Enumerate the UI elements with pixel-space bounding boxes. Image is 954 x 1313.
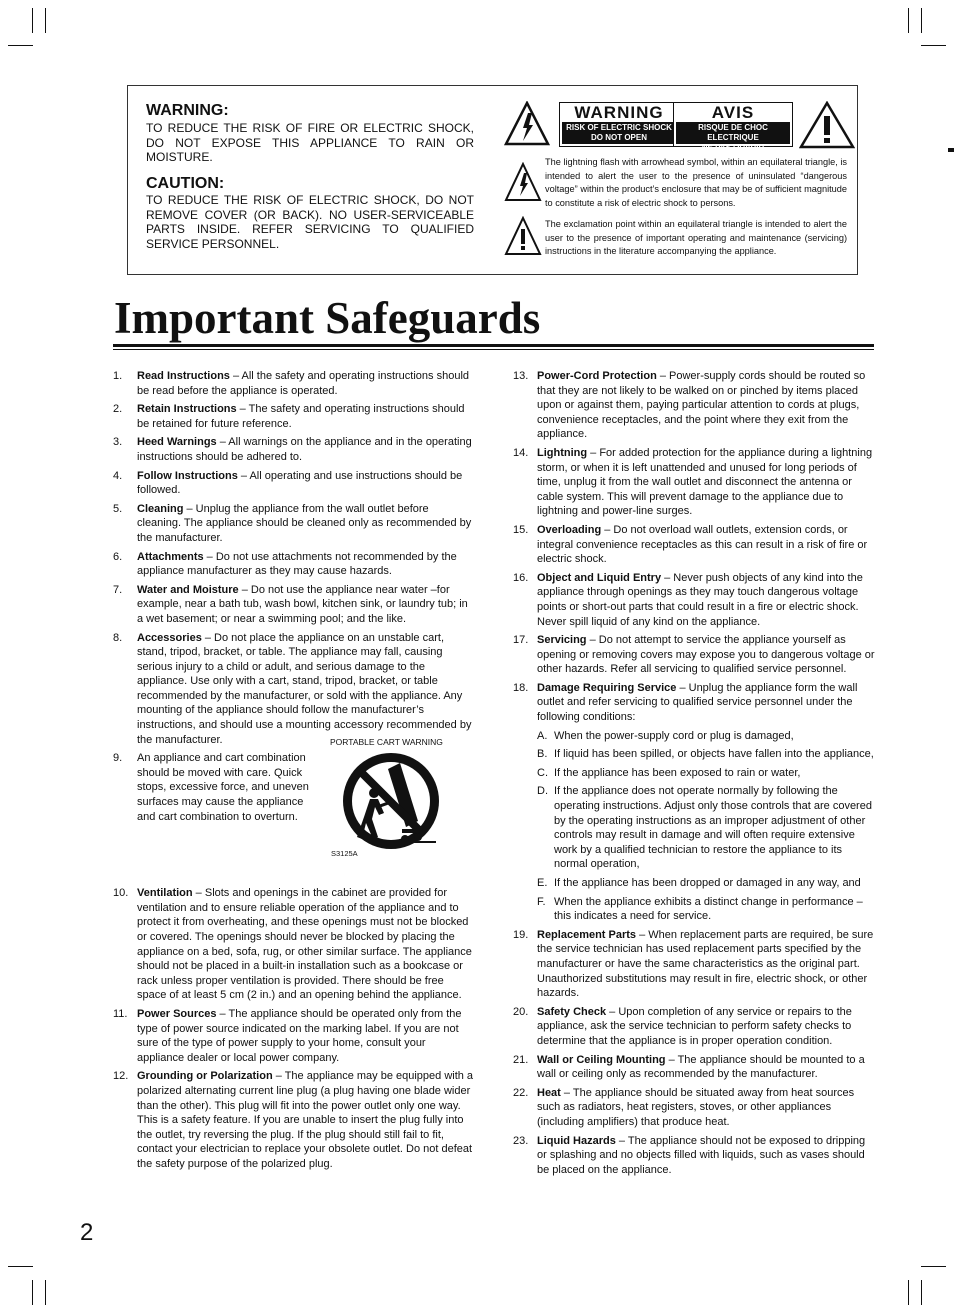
item-description: – When replacement parts are required, be sure the service technician has used replacement parts specified by the manufacturer or have the same characteristics as the original part. Unauthorized substitutions may result in fire, electric shock, or other hazards. — [537, 928, 874, 1000]
crop-mark — [921, 45, 946, 46]
item-number: 20. — [513, 1005, 529, 1018]
item-number: 14. — [513, 446, 529, 459]
service-condition — [513, 876, 875, 891]
crop-mark — [921, 1266, 946, 1267]
item-description: – The appliance should be operated only from the type of power source indicated on the marking label. If you are not sure of the type of power supply to your home, consult your appliance dealer or local power company. — [137, 1007, 462, 1064]
safeguard-item — [113, 469, 475, 498]
item-description: – Do not overload wall outlets, extension cords, or integral convenience receptacles as this can result in a risk of fire or electric shock. — [537, 523, 868, 566]
item-title: Follow Instructions — [137, 469, 238, 482]
item-description: – Do not use attachments not recommended by the appliance manufacturer as they may cause hazards. — [137, 550, 457, 578]
item-title: Power Sources — [137, 1007, 217, 1020]
item-title: Heat — [537, 1086, 561, 1099]
item-title: Grounding or Polarization — [137, 1070, 273, 1083]
item-description: – The appliance should be situated away from heat sources such as radiators, heat registers, stoves, or other appliances (including amplifiers) that produce heat. — [537, 1086, 855, 1128]
item-number: 11. — [113, 1007, 128, 1020]
item-number: 21. — [513, 1053, 529, 1066]
item-description: – Slots and openings in the cabinet are provided for ventilation and to ensure reliable operation of the appliance and to protect it from overheating, and these openings must not be blocked or covered. The openings should never be blocked by placing the appliance on a bed, sofa, rug, or other similar surface. The appliance should not be placed in a built-in installation such as a bookcase or rack unless proper ventilation is provided. There should be free space of at least 5 cm (2 in.) and an opening behind the appliance. — [137, 887, 472, 1002]
item-title: Damage Requiring Service — [537, 681, 677, 694]
item-title: Overloading — [537, 523, 602, 536]
safeguard-item — [513, 633, 875, 677]
item-title: Object and Liquid Entry — [537, 571, 662, 584]
item-title: Accessories — [137, 631, 202, 644]
condition-text: If the appliance does not operate normally by following the operating instructions. Adjust only those controls that are covered by the operating instructions as an improper adjustment of other controls may result in damage and will often require extensive work by a qualified technician to restore the appliance to its normal operation, — [554, 785, 872, 871]
warning-label-subtitle — [562, 122, 676, 144]
item-description: – All the safety and operating instructions should be read before the appliance is operated. — [137, 370, 470, 397]
safeguard-item — [513, 1053, 875, 1082]
safeguard-item — [513, 681, 875, 725]
caution-text: TO REDUCE THE RISK OF ELECTRIC SHOCK, DO NOT REMOVE COVER (OR BACK). NO USER-SERVICEABLE PARTS INSIDE. REFER SERVICING TO QUALIFIED SERVICE PERSONNEL. — [146, 193, 474, 251]
item-number: 5. — [113, 502, 123, 515]
safeguard-item — [113, 502, 475, 546]
item-description: – For added protection for the appliance during a lightning storm, or when it is left unattended and unused for long periods of time, unplug it from the wall outlet and disconnect the antenna or cable system. This will prevent damage to the appliance due to lightning and power-line surges. — [537, 446, 873, 518]
item-title: Cleaning — [137, 502, 184, 515]
condition-letter: D. — [537, 785, 548, 798]
item-description: – Do not place the appliance on an unstable cart, stand, tripod, bracket, or table. The appliance may fall, causing serious injury to a child or adult, and serious damage to the appliance. Use only with a cart, stand, tripod, bracket, or table recommended by the manufacturer, or sold with the appliance. Any mounting of the appliance should follow the manufacturer’s instructions, and should use a mounting accessory recommended by the manufacturer. — [137, 631, 472, 746]
lightning-triangle-small-icon — [504, 162, 542, 202]
item-title: Read Instructions — [137, 370, 230, 382]
exclamation-triangle-icon — [799, 101, 855, 149]
item-number: 8. — [113, 631, 123, 644]
condition-letter: F. — [537, 895, 546, 908]
crop-mark — [921, 1280, 922, 1305]
item-title: Wall or Ceiling Mounting — [537, 1053, 666, 1066]
item-title: Ventilation — [137, 887, 193, 900]
item-number: 16. — [513, 571, 529, 584]
warning-label-line1: RISK OF ELECTRIC SHOCK — [566, 123, 672, 132]
item-description: An appliance and cart combination should be moved with care. Quick stops, excessive force, and uneven surfaces may cause the appliance and cart combination to overturn. — [137, 752, 309, 823]
item-title: Heed Warnings — [137, 436, 217, 449]
condition-text: When the power-supply cord or plug is damaged, — [554, 729, 794, 742]
safeguard-item — [113, 583, 475, 627]
right-column — [513, 369, 875, 1181]
safeguard-item — [113, 631, 475, 748]
item-description: – The appliance should not be exposed to dripping or splashing and no objects filled with liquids, such as vases should be placed on the appliance. — [537, 1134, 866, 1176]
safeguard-item — [113, 1069, 475, 1171]
item-title: Servicing — [537, 634, 587, 647]
condition-text: If liquid has been spilled, or objects have fallen into the appliance, — [554, 748, 874, 761]
service-condition — [513, 747, 875, 762]
condition-letter: E. — [537, 877, 548, 889]
item-number: 4. — [113, 469, 123, 482]
lightning-explanation: The lightning flash with arrowhead symbol, within an equilateral triangle, is intended to alert the user to the presence of uninsulated “dangerous voltage” within the product’s enclosure that may be of sufficient magnitude to constitute a risk of electric shock to persons. — [545, 157, 847, 208]
item-title: Replacement Parts — [537, 928, 637, 941]
item-title: Power-Cord Protection — [537, 370, 657, 382]
warning-box — [127, 85, 858, 275]
warning-label-title: WARNING — [574, 103, 664, 122]
item-number: 15. — [513, 523, 529, 536]
safeguard-item — [513, 1134, 875, 1178]
avis-label-title: AVIS — [711, 103, 755, 122]
condition-letter: B. — [537, 748, 548, 761]
item-description: – Unplug the appliance form the wall outlet and refer servicing to qualified service personnel under the following conditions: — [537, 681, 858, 724]
item-number: 13. — [513, 370, 529, 382]
safeguard-item — [113, 369, 475, 398]
condition-text: If the appliance has been exposed to rain or water, — [554, 766, 801, 779]
crop-mark — [8, 45, 33, 46]
crop-mark — [908, 1280, 909, 1305]
item-description: – All operating and use instructions should be followed. — [137, 469, 463, 497]
item-number: 17. — [513, 634, 529, 647]
item-title: Retain Instructions — [137, 403, 237, 416]
avis-label — [673, 102, 793, 152]
item-title: Attachments — [137, 550, 204, 563]
item-description: – Never push objects of any kind into the appliance through openings as they may touch dangerous voltage points or short-out parts that could result in a fire or electric shock. Never spill liquid of any kind on the appliance. — [537, 571, 863, 628]
item-number: 23. — [513, 1134, 529, 1147]
lightning-triangle-icon — [504, 101, 550, 146]
condition-letter: A. — [537, 729, 548, 742]
item-number: 7. — [113, 583, 123, 596]
crop-mark — [921, 8, 922, 33]
item-number: 18. — [513, 681, 529, 694]
safeguard-item — [513, 928, 875, 1001]
page-number: 2 — [80, 1219, 94, 1246]
exclamation-explanation: The exclamation point within an equilateral triangle is intended to alert the user to the presence of important operating and maintenance (servicing) instructions in the literature accompanying the appliance. — [545, 219, 847, 256]
item-description: – The appliance should be mounted to a wall or ceiling only as recommended by the manufacturer. — [537, 1053, 865, 1081]
warning-text: TO REDUCE THE RISK OF FIRE OR ELECTRIC SHOCK, DO NOT EXPOSE THIS APPLIANCE TO RAIN OR MOISTURE. — [146, 121, 474, 165]
safeguard-item — [113, 435, 475, 464]
item-description: – Power-supply cords should be routed so that they are not likely to be walked on or pinched by items placed upon or against them, paying particular attention to cords at plugs, convenience receptacles, and the point where they exit from the appliance. — [537, 370, 866, 441]
service-condition — [513, 895, 875, 924]
item-title: Water and Moisture — [137, 583, 239, 596]
condition-letter: C. — [537, 766, 548, 779]
safeguard-item — [113, 550, 475, 579]
item-description: – All warnings on the appliance and in the operating instructions should be adhered to. — [137, 436, 472, 463]
cart-warning-code: S3125A — [331, 849, 358, 858]
caution-heading: CAUTION: — [146, 175, 225, 192]
safeguard-item — [513, 571, 875, 629]
edge-mark — [948, 148, 954, 152]
item-description: – Do not attempt to service the appliance yourself as opening or removing covers may expose you to dangerous voltage or other hazards. Refer all servicing to qualified service personnel. — [537, 634, 875, 676]
item-number: 12. — [113, 1070, 129, 1083]
item-number: 3. — [113, 436, 123, 449]
cart-warning-caption: PORTABLE CART WARNING — [330, 737, 443, 747]
page-title: Important Safeguards — [114, 293, 541, 343]
safeguard-item — [513, 369, 875, 442]
item-title: Safety Check — [537, 1005, 607, 1018]
item-title: Lightning — [537, 446, 588, 459]
crop-mark — [8, 1266, 33, 1267]
exclamation-triangle-small-icon — [504, 216, 542, 256]
service-condition — [513, 784, 875, 872]
item-number: 19. — [513, 928, 529, 941]
avis-label-line1: RISQUE DE CHOC ELECTRIQUE — [698, 123, 768, 142]
safeguard-item — [513, 446, 875, 519]
safeguard-item — [113, 1007, 475, 1065]
item-description: – The safety and operating instructions should be retained for future reference. — [137, 403, 465, 430]
safeguard-item — [513, 1005, 875, 1049]
item-number: 6. — [113, 550, 123, 563]
item-description: – Do not use the appliance near water –for example, near a bath tub, wash bowl, kitchen sink, or laundry tub; in a wet basement; or near a swimming pool; and the like. — [137, 583, 468, 625]
item-description: – Upon completion of any service or repairs to the appliance, ask the service technician to perform safety checks to determine that the appliance is in proper operation condition. — [537, 1005, 852, 1047]
crop-mark — [908, 8, 909, 33]
crop-mark — [32, 8, 33, 33]
condition-text: When the appliance exhibits a distinct change in performance – this indicates a need for service. — [554, 895, 863, 923]
title-rule-thin — [113, 349, 874, 350]
avis-label-subtitle — [676, 122, 790, 152]
warning-heading: WARNING: — [146, 102, 229, 119]
item-number: 22. — [513, 1086, 529, 1099]
crop-mark — [45, 8, 46, 33]
item-number: 1. — [113, 370, 123, 382]
safeguard-item — [513, 523, 875, 567]
title-rule — [113, 344, 874, 347]
service-condition — [513, 729, 875, 744]
item-title: Liquid Hazards — [537, 1134, 616, 1147]
safeguard-item — [113, 402, 475, 431]
avis-label-line2: NE PAS OUVRIR — [701, 143, 765, 152]
safeguard-item — [113, 886, 475, 1003]
item-number: 9. — [113, 752, 123, 765]
item-number: 2. — [113, 403, 123, 416]
condition-text: If the appliance has been dropped or damaged in any way, and — [554, 877, 861, 889]
item-description: – The appliance may be equipped with a polarized alternating current line plug (a plug having one blade wider than the other). This plug will fit into the power outlet only one way. This is a safety feature. If you are unable to insert the plug fully into the outlet, try reversing the plug. If the plug should still fail to fit, contact your electrician to replace your obsolete outlet. Do not defeat the safety purpose of the polarized plug. — [137, 1070, 474, 1170]
item-number: 10. — [113, 887, 129, 900]
warning-label — [559, 102, 679, 147]
safeguard-item — [513, 1086, 875, 1130]
safeguard-item — [113, 751, 313, 824]
item-description: – Unplug the appliance from the wall outlet before cleaning. The appliance should be cleaned only as recommended by the manufacturer. — [137, 502, 472, 544]
service-condition — [513, 766, 875, 781]
cart-warning-icon — [338, 747, 444, 855]
crop-mark — [32, 1280, 33, 1305]
warning-label-line2: DO NOT OPEN — [590, 133, 647, 142]
crop-mark — [45, 1280, 46, 1305]
